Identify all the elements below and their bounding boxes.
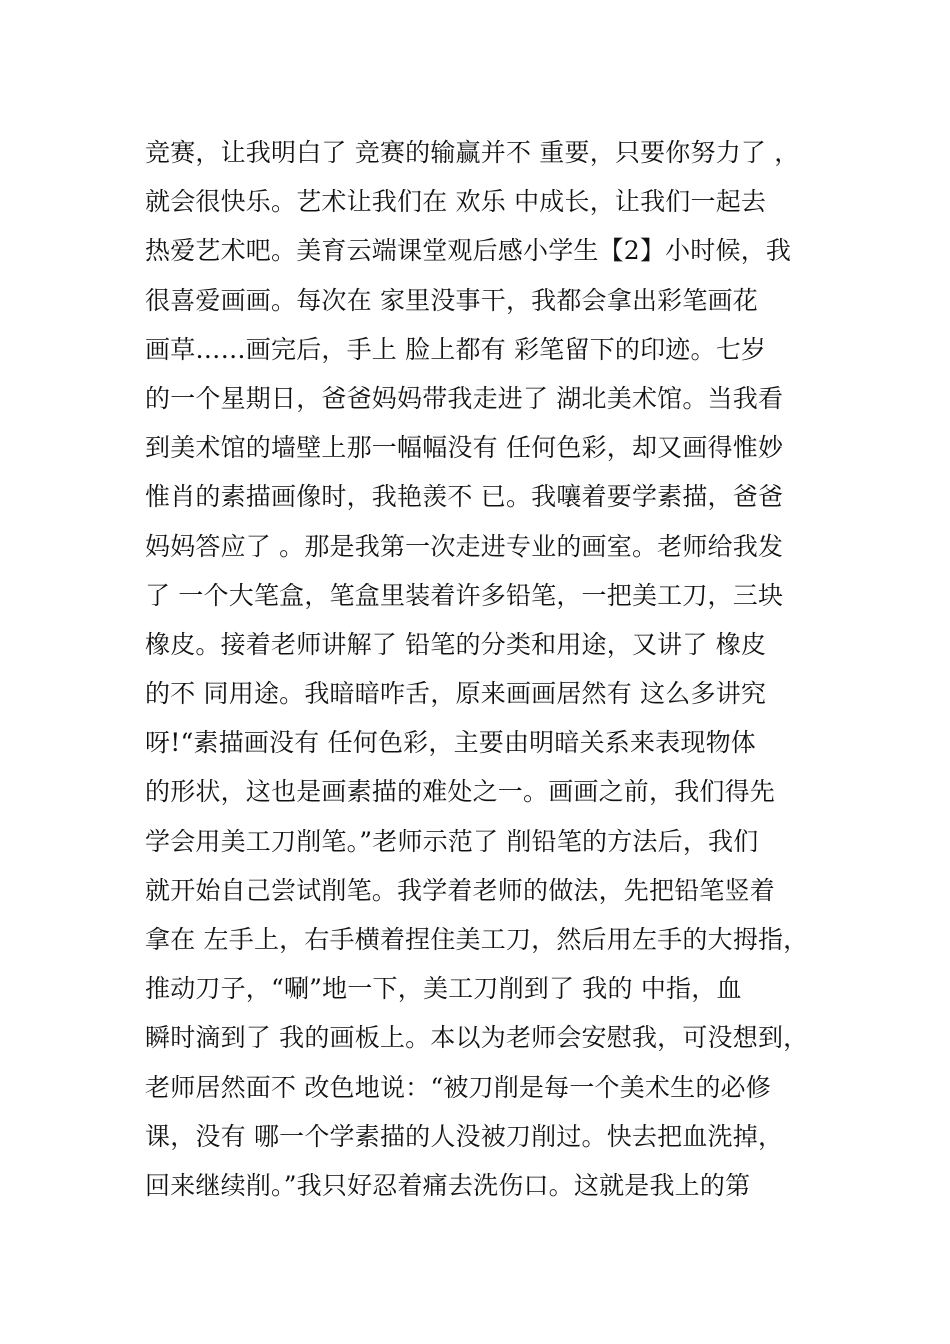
text-line: 很喜爱画画。每次在 家里没事干，我都会拿出彩笔画花 — [145, 285, 758, 315]
text-line: 的一个星期日，爸爸妈妈带我走进了 湖北美术馆。当我看 — [145, 383, 784, 413]
text-line: 热爱艺术吧。美育云端课堂观后感小学生【2】小时候，我 — [145, 236, 792, 266]
body-text — [145, 128, 835, 1210]
text-line: 橡皮。接着老师讲解了 铅笔的分类和用途，又讲了 橡皮 — [145, 629, 767, 659]
text-line: 课，没有 哪一个学素描的人没被刀削过。快去把血洗掉， — [145, 1121, 784, 1151]
text-line: 呀!“素描画没有 任何色彩，主要由明暗关系来表现物体 — [145, 728, 756, 758]
text-line: 就开始自己尝试削笔。我学着老师的做法，先把铅笔竖着 — [145, 875, 776, 905]
text-line: 惟肖的素描画像时，我艳羡不 已。我嚷着要学素描，爸爸 — [145, 482, 784, 512]
text-line: 推动刀子，“唰”地一下，美工刀削到了 我的 中指，血 — [145, 974, 742, 1004]
text-line: 回来继续削。”我只好忍着痛去洗伤口。这就是我上的第 — [145, 1170, 751, 1200]
text-line: 老师居然面不 改色地说：“被刀削是每一个美术生的必修 — [145, 1072, 771, 1102]
text-line: 的不 同用途。我暗暗咋舌，原来画画居然有 这么多讲究 — [145, 679, 767, 709]
text-line: 竞赛，让我明白了 竞赛的输赢并不 重要，只要你努力了 ， — [145, 138, 800, 167]
text-line: 到美术馆的墙壁上那一幅幅没有 任何色彩，却又画得惟妙 — [145, 433, 784, 463]
text-line: 画草……画完后，手上 脸上都有 彩笔留下的印迹。七岁 — [145, 334, 767, 364]
text-line: 瞬时滴到了 我的画板上。本以为老师会安慰我，可没想到， — [145, 1023, 809, 1053]
text-line: 妈妈答应了 。那是我第一次走进专业的画室。老师给我发 — [145, 531, 784, 561]
text-line: 学会用美工刀削笔。”老师示范了 削铅笔的方法后，我们 — [145, 826, 759, 856]
text-line: 就会很快乐。艺术让我们在 欢乐 中成长，让我们一起去 — [145, 187, 767, 217]
text-line: 了 一个大笔盒，笔盒里装着许多铅笔，一把美工刀，三块 — [145, 580, 784, 610]
text-line: 拿在 左手上，右手横着捏住美工刀，然后用左手的大拇指， — [145, 925, 809, 954]
text-line: 的形状，这也是画素描的难处之一。画画之前，我们得先 — [145, 777, 776, 807]
